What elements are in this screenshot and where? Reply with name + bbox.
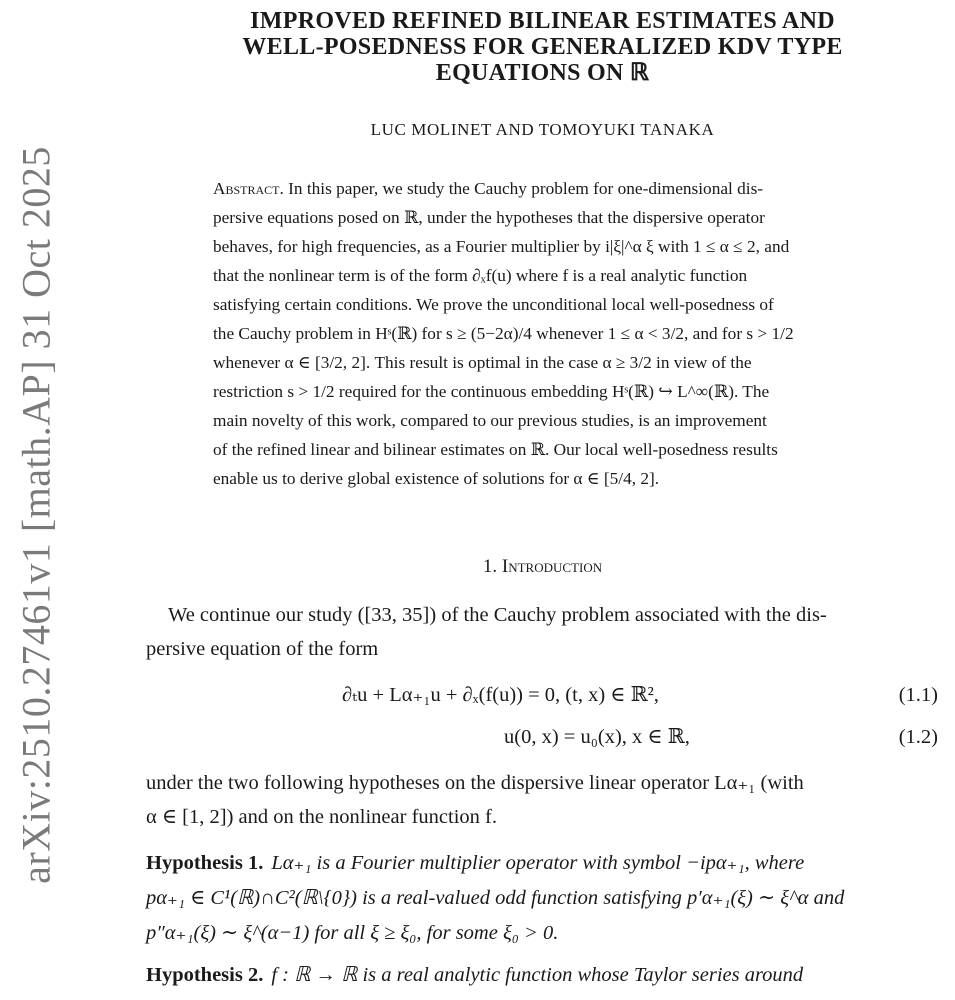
arxiv-identifier: arXiv:2510.27461v1 [math.AP] 31 Oct 2025 <box>13 146 59 884</box>
paper-authors: LUC MOLINET AND TOMOYUKI TANAKA <box>370 120 715 139</box>
hypothesis-label: Hypothesis 2. <box>146 964 264 986</box>
intro-paragraph <box>146 598 938 666</box>
paragraph-line: persive equation of the form <box>146 638 379 660</box>
hypothesis-line: pα₊₁ ∈ C¹(ℝ)∩C²(ℝ\{0}) is a real-valued odd function satisfying p′α₊₁(ξ) ∼ ξ^α and <box>146 887 845 909</box>
after-equation-paragraph <box>146 766 938 834</box>
abstract-text: In this paper, we study the Cauchy problem for one-dimensional dis- <box>288 179 764 198</box>
equation-formula: u(0, x) = u₀(x), x ∈ ℝ, <box>504 726 690 748</box>
hypothesis-2 <box>146 958 938 993</box>
abstract-line <box>213 174 873 203</box>
hypothesis-text: f : ℝ → ℝ is a real analytic function whose Taylor series around <box>271 964 804 986</box>
abstract-line: enable us to derive global existence of solutions for α ∈ [5/4, 2]. <box>213 469 660 488</box>
hypothesis-line <box>146 846 938 881</box>
equation-1-2 <box>146 720 938 754</box>
hypothesis-text: Lα₊₁ is a Fourier multiplier operator with symbol −ipα₊₁, where <box>271 852 805 874</box>
abstract-line: restriction s > 1/2 required for the continuous embedding Hˢ(ℝ) ↪ L^∞(ℝ). The <box>213 382 770 401</box>
abstract-line: persive equations posed on ℝ, under the hypotheses that the dispersive operator <box>213 208 765 227</box>
hypothesis-line: p″α₊₁(ξ) ∼ ξ^(α−1) for all ξ ≥ ξ₀, for some ξ₀ > 0. <box>146 922 559 944</box>
abstract-label: Abstract. <box>213 179 284 198</box>
title-line: EQUATIONS ON ℝ <box>435 60 650 86</box>
title-line: IMPROVED REFINED BILINEAR ESTIMATES AND <box>250 8 835 34</box>
hypothesis-label: Hypothesis 1. <box>146 852 264 874</box>
abstract-line: of the refined linear and bilinear estimates on ℝ. Our local well-posedness results <box>213 440 778 459</box>
hypothesis-line <box>146 958 938 993</box>
abstract-line: behaves, for high frequencies, as a Fourier multiplier by i|ξ|^α ξ with 1 ≤ α ≤ 2, and <box>213 237 790 256</box>
abstract-line: the Cauchy problem in Hˢ(ℝ) for s ≥ (5−2α)/4 whenever 1 ≤ α < 3/2, and for s > 1/2 <box>213 324 794 343</box>
abstract <box>213 174 873 493</box>
paragraph-line: α ∈ [1, 2]) and on the nonlinear function f. <box>146 806 497 828</box>
equation-1-1 <box>146 678 938 712</box>
abstract-line: whenever α ∈ [3/2, 2]. This result is optimal in the case α ≥ 3/2 in view of the <box>213 353 752 372</box>
title-line: WELL-POSEDNESS FOR GENERALIZED KDV TYPE <box>242 34 843 60</box>
abstract-line: satisfying certain conditions. We prove the unconditional local well-posedness of <box>213 295 774 314</box>
equation-number: (1.1) <box>898 684 938 706</box>
section-heading <box>150 556 935 578</box>
arxiv-side-stamp <box>0 0 70 1000</box>
paragraph-line: We continue our study ([33, 35]) of the Cauchy problem associated with the dis- <box>168 604 827 626</box>
equation-formula: ∂ₜu + Lα₊₁u + ∂ₓ(f(u)) = 0, (t, x) ∈ ℝ², <box>342 684 659 706</box>
hypothesis-1 <box>146 846 938 951</box>
paper-title <box>150 8 935 86</box>
abstract-line: main novelty of this work, compared to our previous studies, is an improvement <box>213 411 767 430</box>
equation-number: (1.2) <box>898 726 938 748</box>
section-number: 1. <box>482 556 498 577</box>
paragraph-line: under the two following hypotheses on the dispersive linear operator Lα₊₁ (with <box>146 772 804 794</box>
abstract-line: that the nonlinear term is of the form ∂ₓf(u) where f is a real analytic function <box>213 266 748 285</box>
section-title: Introduction <box>501 556 603 577</box>
